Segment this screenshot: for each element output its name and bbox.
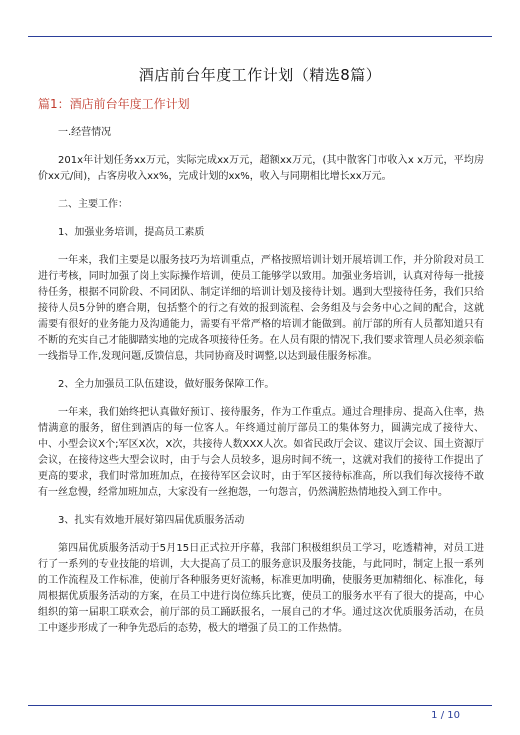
paragraph: 一年来，我们始终把认真做好预订、接待服务，作为工作重点。通过合理排房、提高入住率，热情满意的服务，留住到酒店的每一位客人。年终通过前厅部员工的集体努力，圆满完成了接待大、中、小型会议X个;军区X次，X次，共接待人数XXX人次。如省民政厅会议、建议厅会议、国土资源厅会议，在接待这些大型会议时，由于与会人员较多，退房时间不统一，这就对我们的接待工作提出了更高的要求，我们时常加班加点，在接待军区会议时，由于军区接待标准高，所以我们每次接待不敢有一丝怠慢，经常加班加点，大家没有一丝抱怨，一句怨言，仍然满腔热情地投入到工作中。 (38, 407, 484, 498)
paragraph: 201x年计划任务xx万元，实际完成xx万元，超额xx万元，(其中散客门市收入x x万元，平均房价xx元/间)，占客房收入xx%，完成计划的xx%，收入与同期相比增长xx万元。 (38, 155, 484, 182)
paragraph: 第四届优质服务活动于5月15日正式拉开序幕，我部门积极组织员工学习，吃透精神，对员工进行了一系列的专业技能的培训，大大提高了员工的服务意识及服务技能，与此同时，制定上报一系列的工作流程及工作标准，使前厅各种服务更好流畅，标准更加明确，使服务更加精细化、标准化，每周根据优质服务活动的方案，在员工中进行岗位练兵比赛，使员工的服务水平有了很大的提高，中心组织的第一届职工联欢会，前厅部的员工踊跃报名，一展自己的才华。通过这次优质服务活动，在员工中逐步形成了一种争先恐后的态势，极大的增强了员工的工作热情。 (38, 543, 484, 634)
section-heading: 一.经营情况 (58, 127, 112, 138)
section-heading: 3、扎实有效地开展好第四届优质服务活动 (58, 515, 245, 526)
document-body (38, 125, 484, 649)
section-heading: 2、全力加强员工队伍建设，做好服务保障工作。 (58, 379, 275, 390)
chapter-heading: 篇1：酒店前台年度工作计划 (38, 97, 190, 111)
document-title: 酒店前台年度工作计划（精选8篇） (138, 66, 382, 84)
paragraph: 一年来，我们主要是以服务技巧为培训重点，严格按照培训计划开展培训工作，并分阶段对员工进行考核，同时加强了岗上实际操作培训，使员工能够学以致用。加强业务培训，认真对待每一批接待任务，根据不同阶段、不同团队、制定详细的培训计划及接待计划。遇到大型接待任务，我们只给接待人员5分钟的磨合期，包括整个的行之有效的报到流程、会务组及与会务中心之间的配合，这就需要有很好的业务能力及沟通能力，需要有平常严格的培训才能做到。前厅部的所有人员都知道只有不断的充实自己才能脚踏实地的完成各项接待任务。在人员有限的情况下,我们要求管理人员必须亲临一线指导工作,发现问题,反馈信息，共同协商及时调整,以达到最佳服务标准。 (38, 255, 484, 362)
header-rule (28, 36, 492, 37)
page-number: 1 / 10 (431, 710, 460, 721)
section-heading: 二、主要工作： (58, 199, 128, 210)
footer-rule (28, 705, 492, 706)
section-heading: 1、加强业务培训，提高员工素质 (58, 227, 205, 238)
